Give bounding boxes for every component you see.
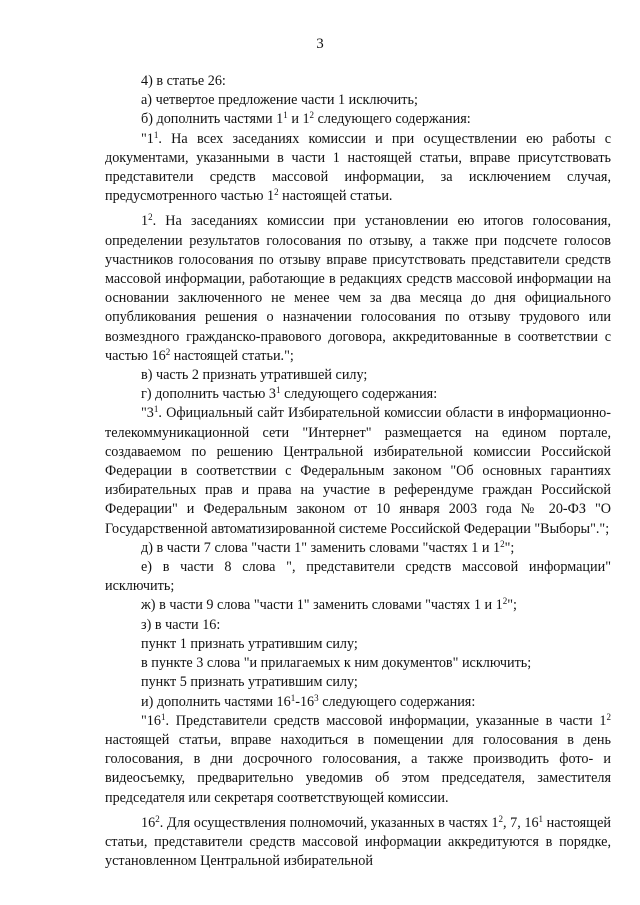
paragraph — [105, 110, 611, 129]
paragraph-text: и 1 — [287, 111, 310, 128]
superscript: 1 — [283, 110, 288, 121]
paragraph — [105, 616, 611, 635]
superscript: 1 — [276, 385, 281, 396]
paragraph-text: е) в части 8 слова ", представители средств массовой информации" исключить; — [105, 559, 611, 595]
superscript: 2 — [165, 346, 171, 357]
paragraph — [105, 673, 611, 692]
superscript: 2 — [309, 110, 315, 121]
paragraph — [105, 814, 611, 872]
paragraph-text: -16 — [295, 693, 315, 710]
paragraph-text: "16 — [141, 712, 161, 729]
paragraph-text: "1 — [141, 130, 154, 147]
paragraph-text: г) дополнить частью 3 — [141, 386, 277, 403]
paragraph-text: "; — [507, 597, 517, 614]
superscript: 1 — [153, 129, 159, 140]
paragraph-text: . Представители средств массовой информации, указанные в части 1 — [165, 712, 607, 729]
superscript: 3 — [314, 692, 319, 703]
paragraph-text: ж) в части 9 слова "части 1" заменить словами "частях 1 и 1 — [141, 597, 503, 614]
paragraph — [105, 91, 611, 110]
superscript: 2 — [148, 212, 153, 223]
superscript: 2 — [498, 813, 503, 824]
paragraph-text: следующего содержания: — [318, 693, 476, 710]
paragraph-text: б) дополнить частями 1 — [141, 111, 284, 128]
superscript: 1 — [538, 813, 544, 824]
paragraph-text: настоящей статьи, представители средств массовой информации аккредитуются в порядке, установленном Центральной избирательной — [105, 814, 612, 870]
paragraph-text: 4) в статье 26: — [141, 73, 226, 89]
paragraph-text: "; — [504, 539, 515, 556]
paragraph-text: следующего содержания: — [280, 386, 438, 403]
paragraph — [105, 596, 611, 615]
superscript: 2 — [500, 538, 505, 549]
paragraph-text: . Для осуществления полномочий, указанных в частях 1 — [159, 814, 499, 831]
document-body — [105, 72, 611, 871]
paragraph-text: . На заседаниях комиссии при установлении ею итогов голосования, определении результатов голосования по отзыву, а также при подсчете голосов участников голосования по отзыву вправе присутствовать представители средств массовой информации, работающие в редакциях средств массовой информации на основании заключенного не менее чем за два месяца до дня официального опубликования решения о назначении голосования по отзыву трудового или возмездного гражданско-правового договора, аккредитованные в соответствии с частью 16 — [105, 213, 611, 364]
paragraph-text: 16 — [141, 814, 156, 831]
paragraph — [105, 72, 611, 91]
paragraph — [105, 212, 611, 366]
superscript: 2 — [606, 711, 611, 722]
paragraph-text: з) в части 16: — [141, 616, 221, 633]
paragraph-text: в пункте 3 слова "и прилагаемых к ним документов" исключить; — [141, 655, 532, 672]
paragraph-text: следующего содержания: — [314, 111, 471, 128]
paragraph-text: настоящей статьи, вправе находиться в помещении для голосования в день голосования, в дни досрочного голосования, а также производить фото- и видеосъемку, предварительно уведомив об этом председателя, заместителя председателя или секретаря соответствующей комиссии. — [105, 731, 611, 806]
paragraph — [105, 130, 611, 207]
paragraph-text: . На всех заседаниях комиссии и при осуществлении ею работы с документами, указанными в части 1 настоящей статьи, вправе присутствовать представители средств массовой информации, за исключением случая, предусмотренного частью 1 — [105, 130, 611, 205]
superscript: 1 — [153, 404, 159, 415]
paragraph-text: пункт 1 признать утратившим силу; — [141, 635, 358, 652]
paragraph — [105, 693, 611, 712]
paragraph — [105, 654, 611, 673]
paragraph-text: настоящей статьи. — [278, 188, 393, 205]
page-number: 3 — [316, 36, 324, 52]
paragraph — [105, 404, 611, 538]
paragraph-text: а) четвертое предложение части 1 исключить; — [141, 92, 418, 109]
superscript: 2 — [502, 596, 508, 607]
superscript: 2 — [155, 813, 160, 824]
paragraph — [105, 712, 611, 808]
superscript: 2 — [274, 187, 279, 198]
paragraph-text: в) часть 2 признать утратившей силу; — [141, 367, 368, 384]
superscript: 1 — [290, 692, 296, 703]
paragraph-text: д) в части 7 слова "части 1" заменить словами "частях 1 и 1 — [141, 539, 501, 556]
superscript: 1 — [160, 711, 166, 722]
paragraph-text: "3 — [141, 405, 154, 422]
paragraph-text: пункт 5 признать утратившим силу; — [141, 674, 358, 691]
paragraph — [105, 635, 611, 654]
paragraph-text: , 7, 16 — [502, 814, 539, 831]
paragraph-text: . Официальный сайт Избирательной комиссии области в информационно-телекоммуникационной сети "Интернет" размещается на едином портале, создаваемом по решению Центральной избирательной комиссии Российской Федерации в соответствии с Федеральным законом "Об основных гарантиях избирательных прав и права на участие в референдуме граждан Российской Федерации" и Федеральным законом от 10 января 2003 года № 20-ФЗ "О Государственной автоматизированной системе Российской Федерации "Выборы"."; — [105, 405, 611, 537]
paragraph — [105, 385, 611, 404]
paragraph-text: 1 — [141, 213, 149, 230]
paragraph — [105, 558, 611, 596]
paragraph-text: и) дополнить частями 16 — [141, 693, 291, 710]
paragraph — [105, 366, 611, 385]
paragraph — [105, 539, 611, 558]
paragraph-text: настоящей статьи."; — [170, 347, 294, 364]
